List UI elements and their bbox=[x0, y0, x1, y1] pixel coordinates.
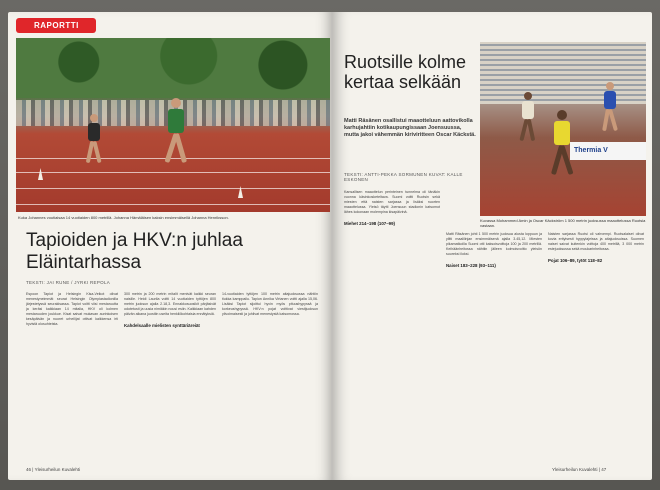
left-race-photo bbox=[16, 38, 330, 212]
left-headline: Tapioiden ja HKV:n juhlaa Eläintarhassa bbox=[26, 230, 243, 273]
trees bbox=[16, 38, 330, 98]
right-headline: Ruotsille kolme kertaa selkään bbox=[344, 52, 467, 92]
right-column-3 bbox=[548, 232, 644, 462]
right-page-footer: Yleisurheilun Kuvalehti | 47 bbox=[552, 467, 607, 472]
left-column-1 bbox=[26, 292, 118, 467]
column-text: 14-vuotiaiden tyttöjen 100 metrin aitajuoksussa nähtiin tiukka kamppailu. Tapion Annika Virtanen voitti ajalla 15,06. Lisäksi Tapiot sijoittui hyvin myös pituushypyssä ja korkeushypyssä. HKV:n pojat voittivat viestijuoksun ylivoimaisesti ja juhlivat menestystä katsomossa. bbox=[222, 292, 318, 316]
left-page bbox=[8, 12, 334, 480]
right-byline: TEKSTI: ANTTI-PEKKA SORMUNEN KUVAT: KALLE ESKONEN bbox=[344, 172, 463, 182]
column-subhead: Pojat 106–89, tytöt 118–82 bbox=[548, 258, 603, 263]
magazine-spread bbox=[8, 12, 652, 480]
column-text: Matti Räsänen johti 1 500 metrin juoksua alusta loppuun ja ylitti maalilinjan ensimmäisenä ajalla 3.45,12. Miesten pikamatkoilla Suomi otti kaksoisvoittoja 100 ja 200 metrillä. Keihäänheitossa nähtiin jälleen kolmoisvoitto yleisön suureksi iloksi. bbox=[446, 232, 542, 256]
left-column-3 bbox=[222, 292, 318, 467]
column-text: Naisten sarjassa Ruotsi oli vahvempi. Ruotsalaiset olivat kovia erityisesti hyppylajeissa ja aitajuoksuissa. Suomen naiset saivat kuitenkin voittoja 400 metrillä, 3 000 metrin estejuoksussa sekä moukarinheitossa. bbox=[548, 232, 644, 251]
right-photo-caption: Kuvassa Mohammed Amin ja Oscar Käckström 1 500 metrin juoksussa maaottelussa Ruotsia vastaan. bbox=[480, 218, 646, 228]
column-subhead: Naiset 183–228 (93–111) bbox=[446, 263, 496, 268]
right-column-2 bbox=[446, 232, 542, 462]
lane-line bbox=[16, 158, 330, 159]
left-page-footer: 46 | Yleisurheilun Kuvalehti bbox=[26, 467, 81, 472]
stands bbox=[480, 42, 646, 104]
right-race-photo bbox=[480, 42, 646, 216]
left-column-2 bbox=[124, 292, 216, 467]
right-lede: Matti Räsänen osallistui maaotteluun aattovikolla karhujahtiin kotikaupungissaan Joensuussa, mutta jakoi vähemmän kiriviritteen Oscar Käckstä. bbox=[344, 118, 476, 138]
lane-line bbox=[16, 172, 330, 173]
left-photo-caption: Kuka Johannes voutiaisaa 14 vuotiaiden 800 metrillä. Johanna Hämäläisen kaksin ensimmäisellä Johanna Henriksson. bbox=[18, 215, 229, 220]
section-tab: RAPORTTI bbox=[16, 18, 96, 33]
column-subhead: Miehet 214–198 (107–99) bbox=[344, 221, 396, 226]
column-text: Kansallisen maaottelun perinteinen tunnelma oli tänäkin vuonna käsinkosketeltava. Suomi voitti Ruotsin sekä miesten että naisten sarjassa ja lisäksi nuorten maaottelussa. Yleisö täytti Joensuun stadionin katsomot lähes kokonaan molempina kisapäivinä. bbox=[344, 190, 440, 214]
stadium-banner: Thermia V bbox=[570, 142, 646, 160]
right-page bbox=[332, 12, 652, 480]
column-text: 300 metrin ja 200 metrin mitalit menivät kaikki seuran naisille. Heidi Laurila voitti 14 vuotiaiden tyttöjen 800 metrin juoksun ajalla 2.18,3. Ennakkosuosikit pärjäsivät odotetusti ja uusia nimiäkin nousi esiin. Kaikkiaan kahden päivän aikana juostiin useita henkilökohtaisia ennätyksiä. bbox=[124, 292, 216, 316]
column-subhead: Kahdelsaalle mielisten synttäriäreiät bbox=[124, 323, 200, 328]
lane-line bbox=[16, 204, 330, 205]
column-text: Espoon Tapiot ja Helsingin Kisa-Veikot olivat menestyneimmät seurat Helsingin Olympiastadionilla järjestetyssä seurakisassa. Tapiot voitti viisi mestaruutta ja keräsi kaikkiaan 14 mitalia, HKV oli kolmen mestaruuden joukkue. Kisat saivat mukavan aurinkoisen kesäpäivän ja nuoret urheilijat ottivat kaikkensa irti hyvistä olosuhteista. bbox=[26, 292, 118, 326]
left-byline: TEKSTI: JAI RUNE / JYRKI REPOLA bbox=[26, 280, 111, 285]
right-column-1 bbox=[344, 190, 440, 462]
lane-line bbox=[16, 188, 330, 189]
track-cone bbox=[38, 168, 43, 180]
